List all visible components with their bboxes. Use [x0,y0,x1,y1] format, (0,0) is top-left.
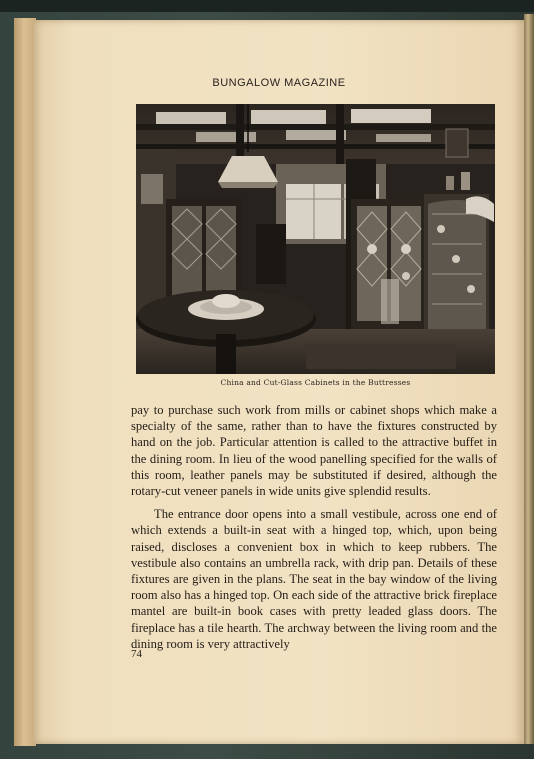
article-body [131,402,497,659]
facing-page-edge [524,14,534,744]
photo-caption: China and Cut-Glass Cabinets in the Buttresses [220,378,411,387]
paragraph-2: The entrance door opens into a small vestibule, across one end of which extends a built-in seat with a hinged top, which, upon being raised, discloses a convenient box in which to keep rubbers. The vestibule also contains an umbrella rack, with drip pan. Details of these fixtures are given in the plans. The seat in the bay window of the living room also has a hinged top. On each side of the attractive brick fireplace mantel are built-in book cases with pretty leaded glass doors. The fireplace has a tile hearth. The archway between the living room and the dining room is very attractively [131,507,497,651]
page-number: 74 [131,648,142,660]
cover-top-edge [0,0,534,12]
page-stack-edge [14,18,36,746]
book-page [34,20,524,744]
running-header: BUNGALOW MAGAZINE [212,77,346,89]
interior-photograph [136,104,495,374]
paragraph-1: pay to purchase such work from mills or cabinet shops which make a specialty of the same, rather than to have the fixtures constructed by hand on the job. Particular attention is called to the attractive buffet in the dining room. In lieu of the wood panelling specified for the walls of this room, leather panels may be substituted if desired, although the rotary-cut veneer panels in wide units give splendid results. [131,403,497,499]
